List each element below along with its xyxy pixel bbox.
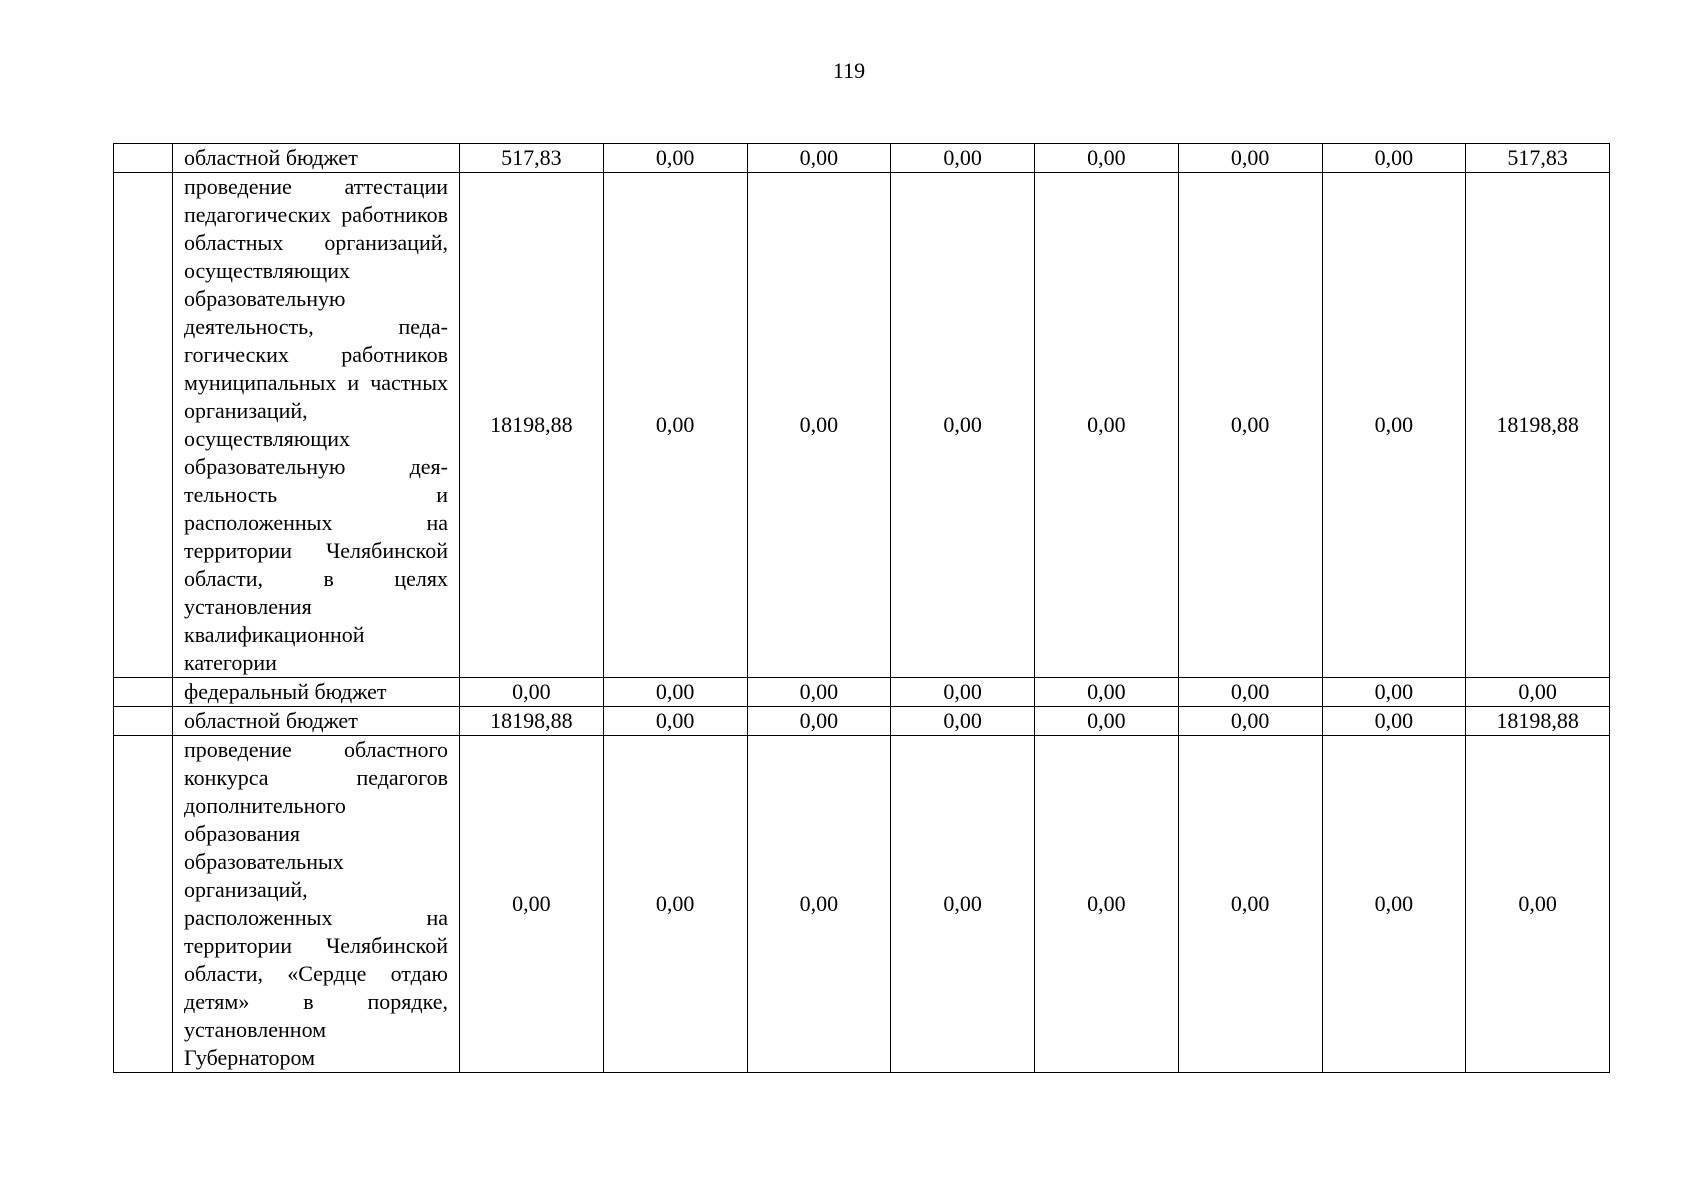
value-cell: 18198,88 — [460, 173, 604, 678]
budget-table — [113, 143, 1610, 1073]
value-cell: 0,00 — [1035, 707, 1179, 736]
value-cell: 18198,88 — [1466, 173, 1610, 678]
row-number-cell — [114, 144, 173, 173]
row-number-cell — [114, 707, 173, 736]
value-cell: 0,00 — [603, 173, 747, 678]
value-cell: 0,00 — [1466, 736, 1610, 1073]
value-cell: 0,00 — [891, 173, 1035, 678]
value-cell: 18198,88 — [1466, 707, 1610, 736]
description-cell: проведение областного конкурса педагогов дополнительного образования образовательных организаций, расположенных на территории Челябинской области, «Сердце отдаю детям» в порядке, установленном Губернатором — [173, 736, 460, 1073]
value-cell: 0,00 — [603, 144, 747, 173]
value-cell: 0,00 — [891, 144, 1035, 173]
value-cell: 0,00 — [747, 173, 891, 678]
value-cell: 0,00 — [1178, 678, 1322, 707]
value-cell: 0,00 — [1035, 736, 1179, 1073]
value-cell: 0,00 — [891, 736, 1035, 1073]
value-cell: 0,00 — [747, 144, 891, 173]
table-row — [114, 678, 1610, 707]
value-cell: 0,00 — [891, 678, 1035, 707]
value-cell: 0,00 — [891, 707, 1035, 736]
value-cell: 0,00 — [603, 736, 747, 1073]
table-row — [114, 736, 1610, 1073]
value-cell: 0,00 — [1035, 173, 1179, 678]
value-cell: 0,00 — [1178, 144, 1322, 173]
value-cell: 0,00 — [603, 678, 747, 707]
value-cell: 517,83 — [460, 144, 604, 173]
table-row — [114, 144, 1610, 173]
value-cell: 18198,88 — [460, 707, 604, 736]
table-row — [114, 707, 1610, 736]
row-number-cell — [114, 736, 173, 1073]
value-cell: 0,00 — [747, 736, 891, 1073]
value-cell: 0,00 — [603, 707, 747, 736]
description-cell: областной бюджет — [173, 707, 460, 736]
value-cell: 517,83 — [1466, 144, 1610, 173]
value-cell: 0,00 — [1322, 173, 1466, 678]
value-cell: 0,00 — [1035, 144, 1179, 173]
value-cell: 0,00 — [460, 736, 604, 1073]
value-cell: 0,00 — [1178, 707, 1322, 736]
value-cell: 0,00 — [1178, 173, 1322, 678]
value-cell: 0,00 — [1035, 678, 1179, 707]
value-cell: 0,00 — [460, 678, 604, 707]
value-cell: 0,00 — [747, 678, 891, 707]
description-cell: проведение аттестации педагогических работников областных организаций, осуществляющих образовательную деятельность, педагогических работников муниципальных и частных организаций, осуществляющих образовательную деятельность и расположенных на территории Челябинской области, в целях установления квалификационной категории — [173, 173, 460, 678]
value-cell: 0,00 — [1322, 736, 1466, 1073]
row-number-cell — [114, 678, 173, 707]
value-cell: 0,00 — [1322, 144, 1466, 173]
description-cell: федеральный бюджет — [173, 678, 460, 707]
value-cell: 0,00 — [1322, 678, 1466, 707]
value-cell: 0,00 — [1178, 736, 1322, 1073]
description-cell: областной бюджет — [173, 144, 460, 173]
table-row — [114, 173, 1610, 678]
value-cell: 0,00 — [747, 707, 891, 736]
value-cell: 0,00 — [1466, 678, 1610, 707]
row-number-cell — [114, 173, 173, 678]
value-cell: 0,00 — [1322, 707, 1466, 736]
page-number: 119 — [832, 58, 866, 83]
